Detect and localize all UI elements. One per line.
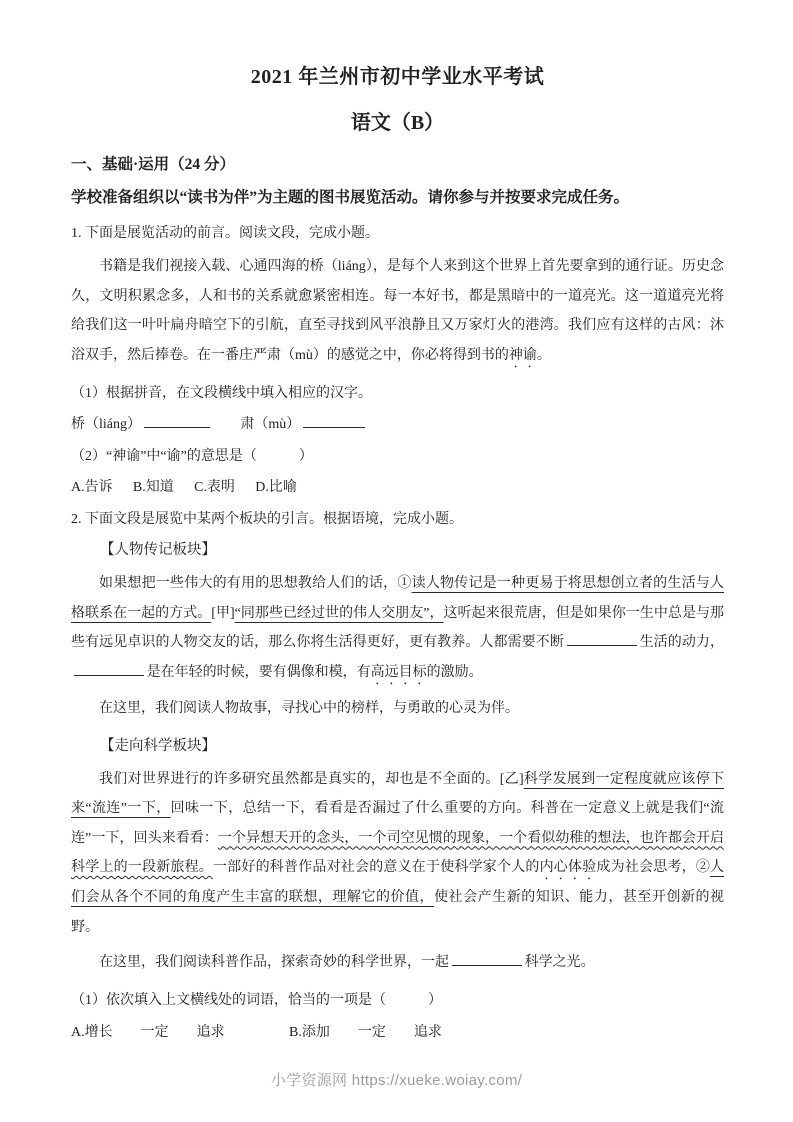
fill-in-blank xyxy=(452,951,522,966)
option-c: C.表明 xyxy=(194,480,235,495)
page-title: 2021 年兰州市初中学业水平考试 xyxy=(250,66,545,88)
fill-in-blank xyxy=(567,631,637,646)
fill-in-blank xyxy=(74,661,144,676)
question-2-sub1: （1）依次填入上文横线处的词语，恰当的一项是（ ） xyxy=(71,993,442,1008)
question-2-stem: 2. 下面文段是展览中某两个板块的引言。根据语境，完成小题。 xyxy=(71,511,463,527)
block-title-biography: 【人物传记板块】 xyxy=(100,542,216,558)
science-paragraph: 我们对世界进行的许多研究虽然都是真实的，却也是不全面的。[乙]科学发展到一定程度就应该停下来“流连”一下，回味一下，总结一下，看看是否漏过了什么重要的方向。科普在一定意义上就是我们“流连”一下，回头来看看：一个异想天开的念头，一个司空见惯的现象，一个看似幼稚的想法，也许都会开启科学上的一段新旅程。一部好的科普作品对社会的意义在于使科学家个人的内心体验成为社会思考，②人们会从各个不同的角度产生丰富的联想，理解它的价值，使社会产生新的知识、能力，甚至开创新的视野。 xyxy=(71,771,725,935)
section-heading: 一、基础·运用（24 分） xyxy=(71,156,236,173)
option-b: B.添加 一定 追求 xyxy=(289,1024,442,1040)
question-1-options xyxy=(71,472,724,504)
fill-in-blank xyxy=(144,413,210,428)
question-1-passage: 书籍是我们视接入载、心通四海的桥（liáng），是每个人来到这个世界上首先要拿到的通行证。历史念久，文明积累念多，人和书的关系就愈紧密相连。每一本好书，都是黑暗中的一道亮光。这一道道亮光将给我们这一叶叶扁舟暗空下的引航，直至寻找到风平浪静且又万家灯火的港湾。我们应有这样的古风：沐浴双手，然后捧卷。在一番庄严肃（mù）的感觉之中，你必将得到书的神谕。 xyxy=(71,259,724,363)
question-1-sub1: （1）根据拼音，在文段横线中填入相应的汉字。 xyxy=(71,385,372,401)
page-subtitle: 语文（B） xyxy=(350,112,445,134)
option-d: D.比喻 xyxy=(255,480,297,495)
task-intro: 学校准备组织以“读书为伴”为主题的图书展览活动。请你参与并按要求完成任务。 xyxy=(71,189,630,206)
biography-closing: 在这里，我们阅读人物故事，寻找心中的榜样，与勇敢的心灵为伴。 xyxy=(99,700,519,716)
option-a: A.告诉 xyxy=(71,480,113,495)
block-title-science: 【走向科学板块】 xyxy=(100,737,216,754)
science-closing: 在这里，我们阅读科普作品，探索奇妙的科学世界，一起 科学之光。 xyxy=(71,948,724,978)
question-1-stem: 1. 下面是展览活动的前言。阅读文段，完成小题。 xyxy=(71,226,379,241)
question-1-pinyin-fill-line: 桥（liáng） 肃（mù） xyxy=(71,409,724,441)
biography-paragraph: 如果想把一些伟大的有用的思想教给人们的话，①读人物传记是一种更易于将思想创立者的生活与人格联系在一起的方式。[甲]“同那些已经过世的伟人交朋友”，这听起来很荒唐，但是如果你一生中总是与那些有远见卓识的人物交友的话，那么你将生活得更好，更有教养。人都需要不断 生活的动力，是在年轻的时候，要有偶像和模，有高远目标的激励。 xyxy=(71,576,725,680)
fill-in-blank xyxy=(303,413,365,428)
option-a: A.增长 一定 追求 xyxy=(71,1024,225,1040)
question-2-options xyxy=(71,1017,724,1049)
footer-watermark: 小学资源网 https://xueke.woiay.com/ xyxy=(270,1072,523,1089)
option-b: B.知道 xyxy=(132,480,174,495)
question-1-sub2: （2）“神谕”中“谕”的意思是（ ） xyxy=(71,448,313,464)
